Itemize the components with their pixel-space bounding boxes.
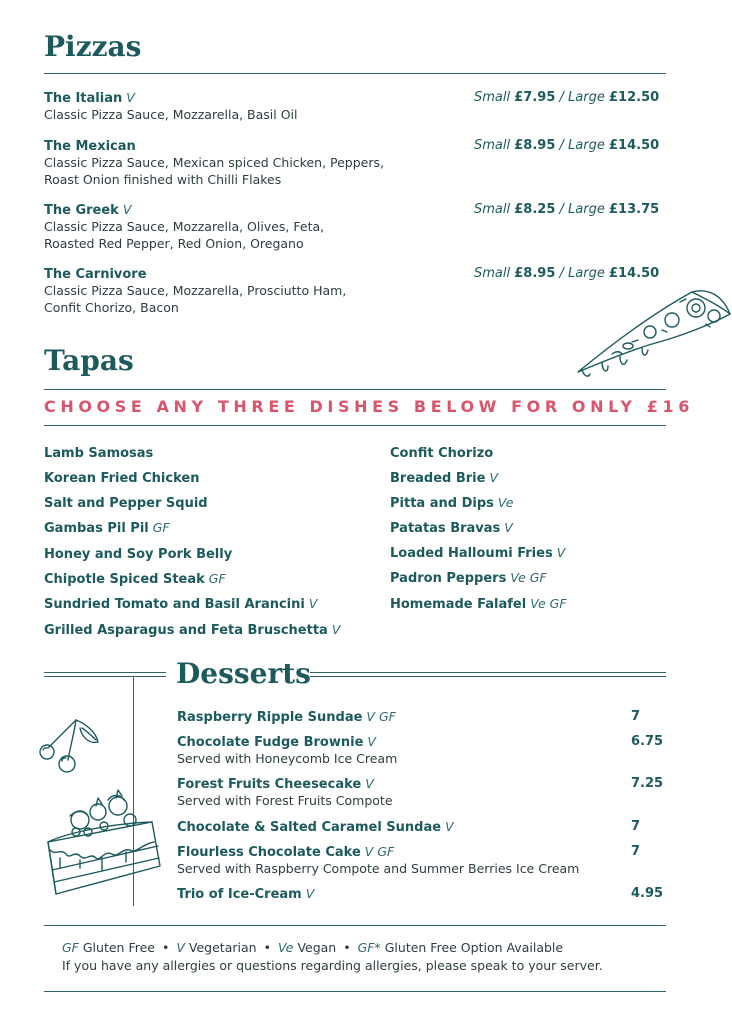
desserts-rule-left-bottom xyxy=(44,676,166,677)
tapas-item: Homemade Falafel Ve GF xyxy=(390,596,567,612)
dessert-price: 7 xyxy=(631,844,641,859)
dessert-desc: Served with Honeycomb Ice Cream xyxy=(177,751,398,766)
pizza-slice-icon xyxy=(572,284,732,380)
dessert-tag: V xyxy=(367,734,376,749)
dessert-name: Trio of Ice-Cream xyxy=(177,887,302,902)
pizzas-rule xyxy=(44,73,666,74)
dessert-tag: V xyxy=(365,776,374,791)
pizza-desc: Classic Pizza Sauce, Mozzarella, Prosciutto Ham, xyxy=(44,283,347,298)
pizza-item xyxy=(44,138,674,188)
pizza-desc-line2: Confit Chorizo, Bacon xyxy=(44,300,179,315)
dessert-name: Flourless Chocolate Cake xyxy=(177,845,361,860)
footer-rule xyxy=(44,991,666,992)
tapas-item: Salt and Pepper Squid xyxy=(44,496,208,511)
pizza-price: Small £8.25 / Large £13.75 xyxy=(474,202,660,217)
pizza-tag: V xyxy=(126,90,135,105)
dessert-desc: Served with Forest Fruits Compote xyxy=(177,793,393,808)
pizza-desc: Classic Pizza Sauce, Mozzarella, Basil Oil xyxy=(44,107,298,122)
desserts-rule-right-top xyxy=(310,672,666,673)
pizza-name: The Greek xyxy=(44,203,119,218)
dessert-price: 6.75 xyxy=(631,734,664,749)
tapas-item: Padron Peppers Ve GF xyxy=(390,570,547,586)
dessert-name: Chocolate Fudge Brownie xyxy=(177,735,364,750)
tapas-item: Lamb Samosas xyxy=(44,446,154,461)
dessert-item xyxy=(177,844,667,877)
tapas-promo: CHOOSE ANY THREE DISHES BELOW FOR ONLY £16 xyxy=(44,397,694,416)
tapas-rule-top xyxy=(44,389,666,390)
pizza-desc-line2: Roast Onion finished with Chilli Flakes xyxy=(44,172,282,187)
tapas-item: Confit Chorizo xyxy=(390,446,494,461)
dessert-item xyxy=(177,776,667,809)
tapas-item: Honey and Soy Pork Belly xyxy=(44,547,233,562)
dessert-name: Chocolate & Salted Caramel Sundae xyxy=(177,820,442,835)
pizza-desc: Classic Pizza Sauce, Mexican spiced Chicken, Peppers, xyxy=(44,155,384,170)
dessert-item xyxy=(177,709,667,725)
pizza-price: Small £8.95 / Large £14.50 xyxy=(474,266,660,281)
pizzas-heading: Pizzas xyxy=(44,30,142,63)
dessert-item xyxy=(177,734,667,767)
tapas-item: Sundried Tomato and Basil Arancini V xyxy=(44,596,318,612)
tapas-heading: Tapas xyxy=(44,344,134,377)
tapas-item: Korean Fried Chicken xyxy=(44,471,200,486)
tapas-item: Gambas Pil Pil GF xyxy=(44,520,170,536)
tapas-item: Patatas Bravas V xyxy=(390,520,513,536)
tapas-item: Chipotle Spiced Steak GF xyxy=(44,571,226,587)
dessert-price: 4.95 xyxy=(631,886,664,901)
dessert-desc: Served with Raspberry Compote and Summer Berries Ice Cream xyxy=(177,861,580,876)
dessert-tag: V GF xyxy=(366,709,396,724)
pizza-item xyxy=(44,90,674,123)
dessert-price: 7.25 xyxy=(631,776,664,791)
desserts-rule-right-bottom xyxy=(310,676,666,677)
pizza-item xyxy=(44,202,674,252)
dessert-name: Forest Fruits Cheesecake xyxy=(177,777,362,792)
tapas-item: Pitta and Dips Ve xyxy=(390,495,514,511)
pizza-name: The Carnivore xyxy=(44,267,147,282)
dessert-price: 7 xyxy=(631,709,641,724)
dessert-name: Raspberry Ripple Sundae xyxy=(177,710,363,725)
tapas-item: Breaded Brie V xyxy=(390,470,499,486)
dessert-item xyxy=(177,819,667,835)
dessert-price: 7 xyxy=(631,819,641,834)
pizza-name: The Italian xyxy=(44,91,123,106)
pizza-name: The Mexican xyxy=(44,139,136,154)
pizza-tag: V xyxy=(122,202,132,217)
dessert-tag: V xyxy=(445,819,454,834)
desserts-rule-bottom xyxy=(44,925,666,926)
allergy-notice: If you have any allergies or questions regarding allergies, please speak to your server. xyxy=(62,958,603,973)
cake-icon xyxy=(40,786,166,902)
dessert-item xyxy=(177,886,667,902)
tapas-item: Loaded Halloumi Fries V xyxy=(390,545,566,561)
dessert-tag: V GF xyxy=(364,844,395,859)
desserts-heading: Desserts xyxy=(176,657,311,690)
tapas-rule-bottom xyxy=(44,425,666,426)
pizza-desc: Classic Pizza Sauce, Mozzarella, Olives, Feta, xyxy=(44,219,325,234)
pizza-price: Small £8.95 / Large £14.50 xyxy=(474,138,660,153)
cherries-icon xyxy=(36,714,102,776)
pizza-price: Small £7.95 / Large £12.50 xyxy=(474,90,660,105)
tapas-item: Grilled Asparagus and Feta Bruschetta V xyxy=(44,622,341,638)
pizza-desc-line2: Roasted Red Pepper, Red Onion, Oregano xyxy=(44,236,304,251)
dietary-key: GF Gluten Free • V Vegetarian • Ve Vegan • GF* Gluten Free Option Available xyxy=(62,940,564,955)
dessert-tag: V xyxy=(305,886,315,901)
desserts-rule-left-top xyxy=(44,672,166,673)
